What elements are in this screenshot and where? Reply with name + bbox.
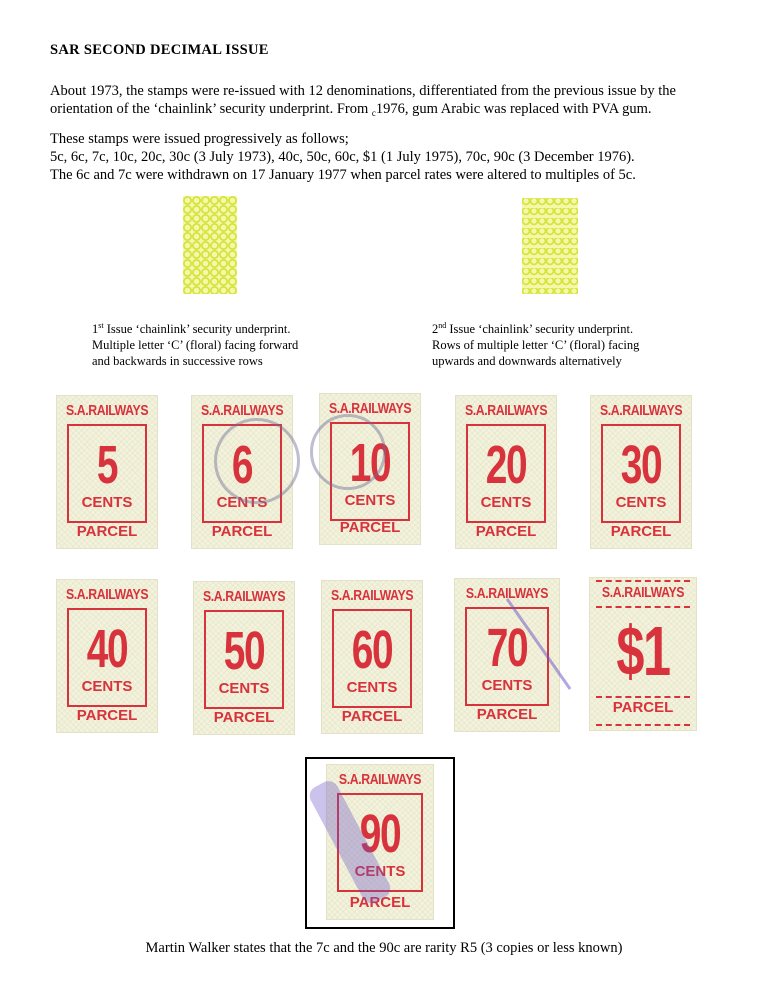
stamp-parcel-label: PARCEL <box>213 709 275 726</box>
stamp-6c <box>192 396 292 548</box>
dashed-rule-lower <box>596 696 690 698</box>
caption2-num: 2 <box>432 322 439 336</box>
issue-line-2: 5c, 6c, 7c, 10c, 20c, 30c (3 July 1973), 40c, 50c, 60c, $1 (1 July 1975), 70c, 90c (3 December 1976). <box>50 149 635 165</box>
stamp-value: 6 <box>231 435 253 495</box>
stamp-parcel-label: PARCEL <box>610 523 672 540</box>
underprint-specimen-second <box>522 198 578 294</box>
caption-second-issue <box>432 318 692 369</box>
stamp-value: 30 <box>620 435 662 495</box>
stamp-cents-label: CENTS <box>344 492 396 509</box>
rarity-highlight-box <box>305 757 455 929</box>
dashed-rule-upper <box>596 606 690 608</box>
stamp-railway-label: S.A.RAILWAYS <box>66 586 149 603</box>
stamp-1-dollar <box>590 578 696 730</box>
stamp-90c <box>327 765 433 919</box>
stamp-value: $1 <box>616 612 670 690</box>
stamp-parcel-label: PARCEL <box>476 706 538 723</box>
intro-text-a: About 1973, the stamps were re-issued with 12 denominations, differentiated from the previous issue by the orientation of the ‘chainlink’ security underprint. From <box>50 83 676 117</box>
issue-line-1: These stamps were issued progressively as follows; <box>50 131 349 147</box>
stamp-railway-label: S.A.RAILWAYS <box>465 402 548 419</box>
stamp-70c <box>455 579 559 731</box>
stamp-cents-label: CENTS <box>354 863 406 880</box>
stamp-30c <box>591 396 691 548</box>
stamp-10c <box>320 394 420 544</box>
stamp-frame <box>466 424 546 523</box>
stamp-parcel-label: PARCEL <box>341 708 403 725</box>
caption1-line2: Multiple letter ‘C’ (floral) facing forward <box>92 338 299 352</box>
stamp-frame <box>601 424 681 523</box>
stamp-cents-label: CENTS <box>480 494 532 511</box>
stamp-value: 10 <box>349 433 391 493</box>
stamp-parcel-label: PARCEL <box>76 523 138 540</box>
stamp-value: 40 <box>86 619 128 679</box>
stamp-railway-label: S.A.RAILWAYS <box>201 402 284 419</box>
stamp-value: 5 <box>96 435 118 495</box>
postmark-cancel <box>214 418 300 504</box>
stamp-parcel-label: PARCEL <box>349 894 411 911</box>
stamp-railway-label: S.A.RAILWAYS <box>601 584 685 601</box>
stamp-frame <box>67 608 147 707</box>
stamp-frame <box>67 424 147 523</box>
stamp-value: 50 <box>223 621 265 681</box>
stamp-railway-label: S.A.RAILWAYS <box>66 402 149 419</box>
caption2-line3: upwards and downwards alternatively <box>432 354 622 368</box>
caption1-num: 1 <box>92 322 99 336</box>
stamp-20c <box>456 396 556 548</box>
stamp-cents-label: CENTS <box>216 494 268 511</box>
stamp-cents-label: CENTS <box>218 680 270 697</box>
stamp-parcel-label: PARCEL <box>339 519 401 536</box>
stamp-cents-label: CENTS <box>346 679 398 696</box>
stamp-cents-label: CENTS <box>481 677 533 694</box>
stamp-railway-label: S.A.RAILWAYS <box>465 585 549 602</box>
stamp-parcel-label: PARCEL <box>76 707 138 724</box>
stamp-cents-label: CENTS <box>81 494 133 511</box>
stamp-50c <box>194 582 294 734</box>
caption2-sup: nd <box>438 321 447 330</box>
stamp-railway-label: S.A.RAILWAYS <box>329 400 412 417</box>
stamp-frame <box>204 610 284 709</box>
caption1-line3: and backwards in successive rows <box>92 354 263 368</box>
stamp-cents-label: CENTS <box>81 678 133 695</box>
dashed-border-bottom <box>596 724 690 726</box>
stamp-value: 20 <box>485 435 527 495</box>
stamp-40c <box>57 580 157 732</box>
stamp-railway-label: S.A.RAILWAYS <box>600 402 683 419</box>
caption2-line2: Rows of multiple letter ‘C’ (floral) facing <box>432 338 640 352</box>
page-title: SAR SECOND DECIMAL ISSUE <box>50 42 269 58</box>
stamp-value: 70 <box>486 618 528 678</box>
caption1-sup: st <box>98 321 104 330</box>
stamp-value: 90 <box>359 804 401 864</box>
stamp-railway-label: S.A.RAILWAYS <box>203 588 286 605</box>
stamp-5c <box>57 396 157 548</box>
stamp-railway-label: S.A.RAILWAYS <box>331 587 414 604</box>
stamp-60c <box>322 581 422 733</box>
caption2-rest: Issue ‘chainlink’ security underprint. <box>446 322 634 336</box>
stamp-frame <box>332 609 412 708</box>
dashed-border-top <box>596 580 690 582</box>
caption1-rest: Issue ‘chainlink’ security underprint. <box>103 322 291 336</box>
stamp-cents-label: CENTS <box>615 494 667 511</box>
issue-dates-paragraph <box>50 130 730 184</box>
intro-paragraph <box>50 82 730 122</box>
stamp-railway-label: S.A.RAILWAYS <box>338 771 422 788</box>
circa-abbrev: c <box>371 108 376 118</box>
caption-first-issue <box>92 318 352 369</box>
issue-line-3: The 6c and 7c were withdrawn on 17 January 1977 when parcel rates were altered to multiples of 5c. <box>50 167 636 183</box>
stamp-parcel-label: PARCEL <box>612 699 674 716</box>
postmark-cancel <box>310 414 386 490</box>
intro-text-b: 1976, gum Arabic was replaced with PVA gum. <box>375 101 652 117</box>
stamp-parcel-label: PARCEL <box>475 523 537 540</box>
stamp-parcel-label: PARCEL <box>211 523 273 540</box>
stamp-value: 60 <box>351 620 393 680</box>
underprint-specimen-first <box>183 196 237 294</box>
rarity-note: Martin Walker states that the 7c and the 90c are rarity R5 (3 copies or less known) <box>145 940 623 956</box>
